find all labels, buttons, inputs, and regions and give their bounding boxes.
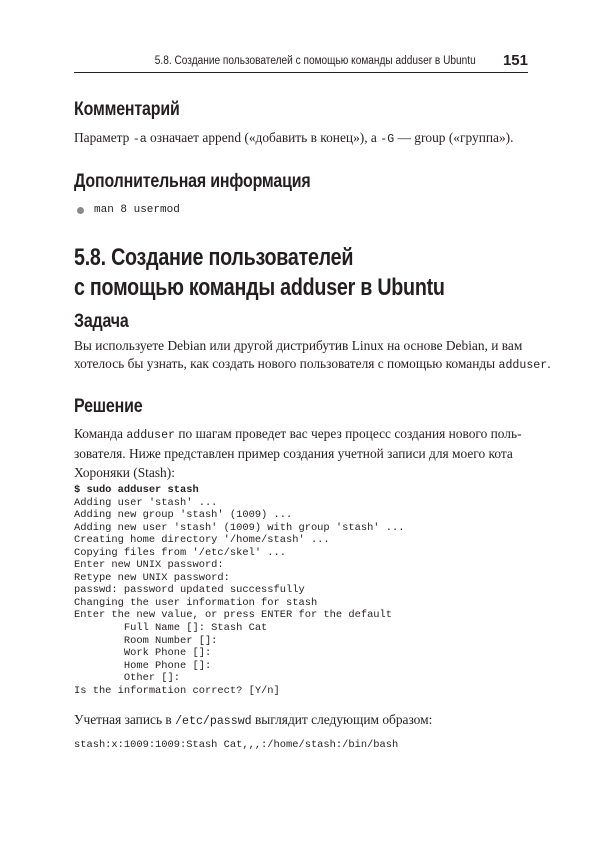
output-line: passwd: password updated successfully <box>74 584 305 597</box>
flag-g-code: -G <box>380 133 395 146</box>
output-line: Adding new group 'stash' (1009) ... <box>74 509 293 522</box>
flag-a-code: -a <box>132 133 147 146</box>
bullet-text: man 8 usermod <box>94 204 180 216</box>
task-paragraph: Вы используете Debian или другой дистрибутив Linux на основе Debian, и вам хотелось бы узнать, как создать нового пользователя с помощью команды adduser. <box>74 338 551 373</box>
bullet-dot-icon <box>77 207 84 214</box>
command-line: $ sudo adduser stash <box>74 484 199 496</box>
output-line: Room Number []: <box>74 634 218 647</box>
adduser-code: adduser <box>498 359 548 373</box>
section-title-line-2: с помощью команды adduser в Ubuntu <box>74 274 445 301</box>
solution-paragraph: Команда adduser по шагам проведет вас через процесс создания нового поль- зователя. Ниже представлен пример создания учетной записи для моего кота Хороняки (Stash): <box>74 425 528 482</box>
output-line: Full Name []: Stash Cat <box>74 622 268 635</box>
output-line: Enter new UNIX password: <box>74 559 224 572</box>
output-line: Adding new user 'stash' (1009) with group 'stash' ... <box>74 521 405 534</box>
output-line: Is the information correct? [Y/n] <box>74 684 280 697</box>
output-line: Enter the new value, or press ENTER for the default <box>74 609 393 622</box>
running-header <box>74 52 528 73</box>
task-line-1: Вы используете Debian или другой дистрибутив Linux на основе Debian, и вам <box>74 338 523 353</box>
solution-heading: Решение <box>74 396 143 417</box>
output-line: Retype new UNIX password: <box>74 571 230 584</box>
comment-heading: Комментарий <box>74 99 180 120</box>
solution-line-3: Хороняки (Stash): <box>74 464 175 480</box>
comment-paragraph: Параметр -a означает append («добавить в конец»), а -G — group («группа»). <box>74 130 514 146</box>
page-number: 151 <box>502 52 528 69</box>
task-heading: Задача <box>74 311 129 332</box>
additional-info-heading: Дополнительная информация <box>74 171 311 192</box>
output-line: Adding user 'stash' ... <box>74 496 218 509</box>
section-title <box>74 243 445 303</box>
output-line: Home Phone []: <box>74 659 212 672</box>
output-line: Copying files from '/etc/skel' ... <box>74 546 287 559</box>
terminal-output <box>74 484 404 697</box>
passwd-path-code: /etc/passwd <box>175 715 252 728</box>
passwd-paragraph: Учетная запись в /etc/passwd выглядит следующим образом: <box>74 712 433 728</box>
bullet-item <box>74 202 180 218</box>
adduser-code: adduser <box>126 429 176 442</box>
running-title: 5.8. Создание пользователей с помощью команды adduser в Ubuntu <box>155 55 476 67</box>
passwd-entry: stash:x:1009:1009:Stash Cat,,,:/home/stash:/bin/bash <box>74 739 399 751</box>
output-line: Work Phone []: <box>74 647 212 660</box>
section-title-line-1: 5.8. Создание пользователей <box>74 244 354 271</box>
output-line: Creating home directory '/home/stash' ... <box>74 534 330 547</box>
output-line: Other []: <box>74 672 181 685</box>
output-line: Changing the user information for stash <box>74 596 318 609</box>
solution-line-2: зователя. Ниже представлен пример создания учетной записи для моего кота <box>74 446 513 462</box>
